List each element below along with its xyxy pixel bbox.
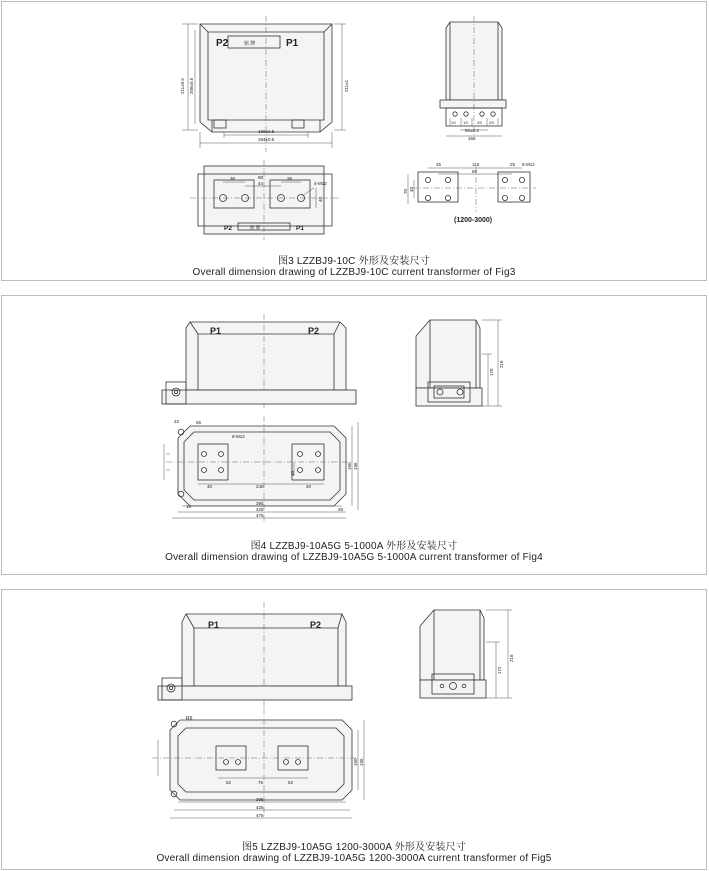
fig5-side-view (420, 610, 514, 698)
fig5-caption-en: Overall dimension drawing of LZZBJ9-10A5G 1200-3000A current transformer of Fig5 (156, 853, 552, 864)
fig3-dim-height-2: 208±0.5 (189, 77, 194, 94)
fig5-front-terminal-p1: P1 (208, 620, 220, 630)
fig3-detail-bolt: 8-M12 (522, 162, 535, 167)
fig4-plan-dim-l: 160 (347, 462, 352, 470)
fig3-caption-cn: 图3 LZZBJ9-10C 外形及安装尺寸 (277, 256, 430, 267)
fig4-drawing (2, 296, 708, 576)
fig5-plan-dim-f: 425 (256, 805, 264, 810)
fig5-caption-cn: 图5 LZZBJ9-10A5G 1200-3000A 外形及安装尺寸 (241, 842, 467, 853)
fig3-panel (1, 1, 707, 281)
fig4-plan-dim-f: 10 (186, 504, 192, 509)
fig4-plan-dim-a: 32 (174, 419, 180, 424)
fig3-slot-1: 1S (451, 120, 456, 125)
fig5-side-dim-1: 172 (497, 666, 502, 674)
fig5-plan-dim-c: 75 (258, 780, 264, 785)
fig3-caption-en: Overall dimension drawing of LZZBJ9-10C current transformer of Fig3 (192, 267, 516, 278)
fig4-plan-dim-i: 475 (256, 513, 264, 518)
fig3-detail-view (403, 162, 536, 224)
fig3-plan-dim-c: 44 (258, 181, 264, 186)
fig3-dim-height-right: 211±1 (344, 79, 349, 92)
fig5-plan-dim-h: 160 (353, 758, 358, 766)
fig4-front-terminal-p2: P2 (308, 326, 320, 336)
fig4-side-dim-1: 170 (489, 368, 494, 376)
fig4-plan-dim-k: 40 (290, 470, 295, 476)
fig3-plan-dim-a: 36 (230, 176, 236, 181)
fig4-plan-dim-g: 395 (256, 501, 264, 506)
fig4-caption-en: Overall dimension drawing of LZZBJ9-10A5G 5-1000A current transformer of Fig4 (165, 552, 543, 563)
fig3-plan-bolt: 4-M12 (314, 181, 327, 186)
fig4-plan-dim-h: 425 (256, 507, 264, 512)
fig5-plan-dim-a: R6 (186, 716, 193, 722)
fig3-slot-4: 2S (489, 120, 494, 125)
fig3-side-dim-1: 60±0.3 (465, 128, 479, 133)
fig3-side-dim-2: 166 (468, 136, 476, 141)
fig4-front-terminal-p1: P1 (210, 326, 222, 336)
fig4-side-dim-2: 216 (499, 360, 504, 368)
fig5-side-dim-2: 216 (509, 654, 514, 662)
fig4-plan-dim-b: 56 (196, 420, 202, 425)
fig3-plan-nameplate: 铭 牌 (250, 225, 261, 230)
fig5-plan-view (152, 708, 364, 818)
fig5-panel (1, 589, 707, 870)
fig3-detail-dim-b: 115 (472, 162, 480, 167)
fig4-front-view (162, 314, 356, 408)
fig3-slot-3: 2S (477, 120, 482, 125)
fig4-plan-bolt: 8-M12 (232, 434, 245, 439)
fig5-plan-dim-i: 196 (359, 758, 364, 766)
fig3-front-view (180, 16, 349, 152)
fig3-detail-range: (1200-3000) (454, 217, 493, 224)
fig4-plan-dim-c: 40 (207, 484, 213, 489)
fig3-slot-2: 1S (463, 120, 468, 125)
fig4-plan-dim-m: 196 (353, 462, 358, 470)
fig5-front-terminal-p2: P2 (310, 620, 322, 630)
fig4-plan-dim-j: 25 (338, 507, 344, 512)
fig5-plan-dim-e: 395 (256, 797, 264, 802)
fig3-plan-dim-d: 36 (287, 176, 293, 181)
fig3-dim-width-1: 166±0.5 (258, 129, 275, 134)
fig5-plan-dim-g: 475 (256, 813, 264, 818)
fig3-plan-terminal-p2: P2 (224, 225, 232, 232)
fig3-dim-width-2: 284±0.5 (258, 137, 275, 142)
fig3-plan-view (190, 160, 340, 240)
fig3-detail-dim-f: 40 (409, 186, 414, 192)
fig3-front-terminal-p1: P1 (286, 38, 299, 49)
fig3-plan-terminal-p1: P1 (296, 225, 304, 232)
fig4-plan-view (164, 416, 358, 522)
fig3-dim-height-1: 211±0.5 (180, 78, 185, 94)
fig4-side-view (416, 320, 504, 406)
fig4-panel (1, 295, 707, 575)
fig5-drawing (2, 590, 708, 871)
fig4-caption-cn: 图4 LZZBJ9-10A5G 5-1000A 外形及安装尺寸 (250, 541, 458, 552)
fig3-detail-dim-d: 25 (510, 162, 516, 167)
fig3-front-nameplate: 铭 牌 (244, 41, 256, 47)
fig3-detail-dim-e: 70 (403, 188, 408, 194)
fig3-drawing (2, 2, 708, 282)
fig4-plan-dim-e: 40 (306, 484, 312, 489)
fig3-plan-dim-e: 40 (318, 196, 323, 202)
fig5-front-view (158, 602, 352, 708)
fig3-detail-dim-c: 65 (472, 169, 478, 174)
fig4-plan-dim-d: 240 (256, 484, 264, 489)
fig3-side-view (440, 16, 506, 141)
fig5-plan-dim-d: 52 (288, 780, 294, 785)
fig5-plan-dim-b: 52 (226, 780, 232, 785)
fig3-detail-dim-a: 25 (436, 162, 442, 167)
fig3-plan-dim-b: 88 (258, 175, 264, 180)
fig3-front-terminal-p2: P2 (216, 38, 229, 49)
